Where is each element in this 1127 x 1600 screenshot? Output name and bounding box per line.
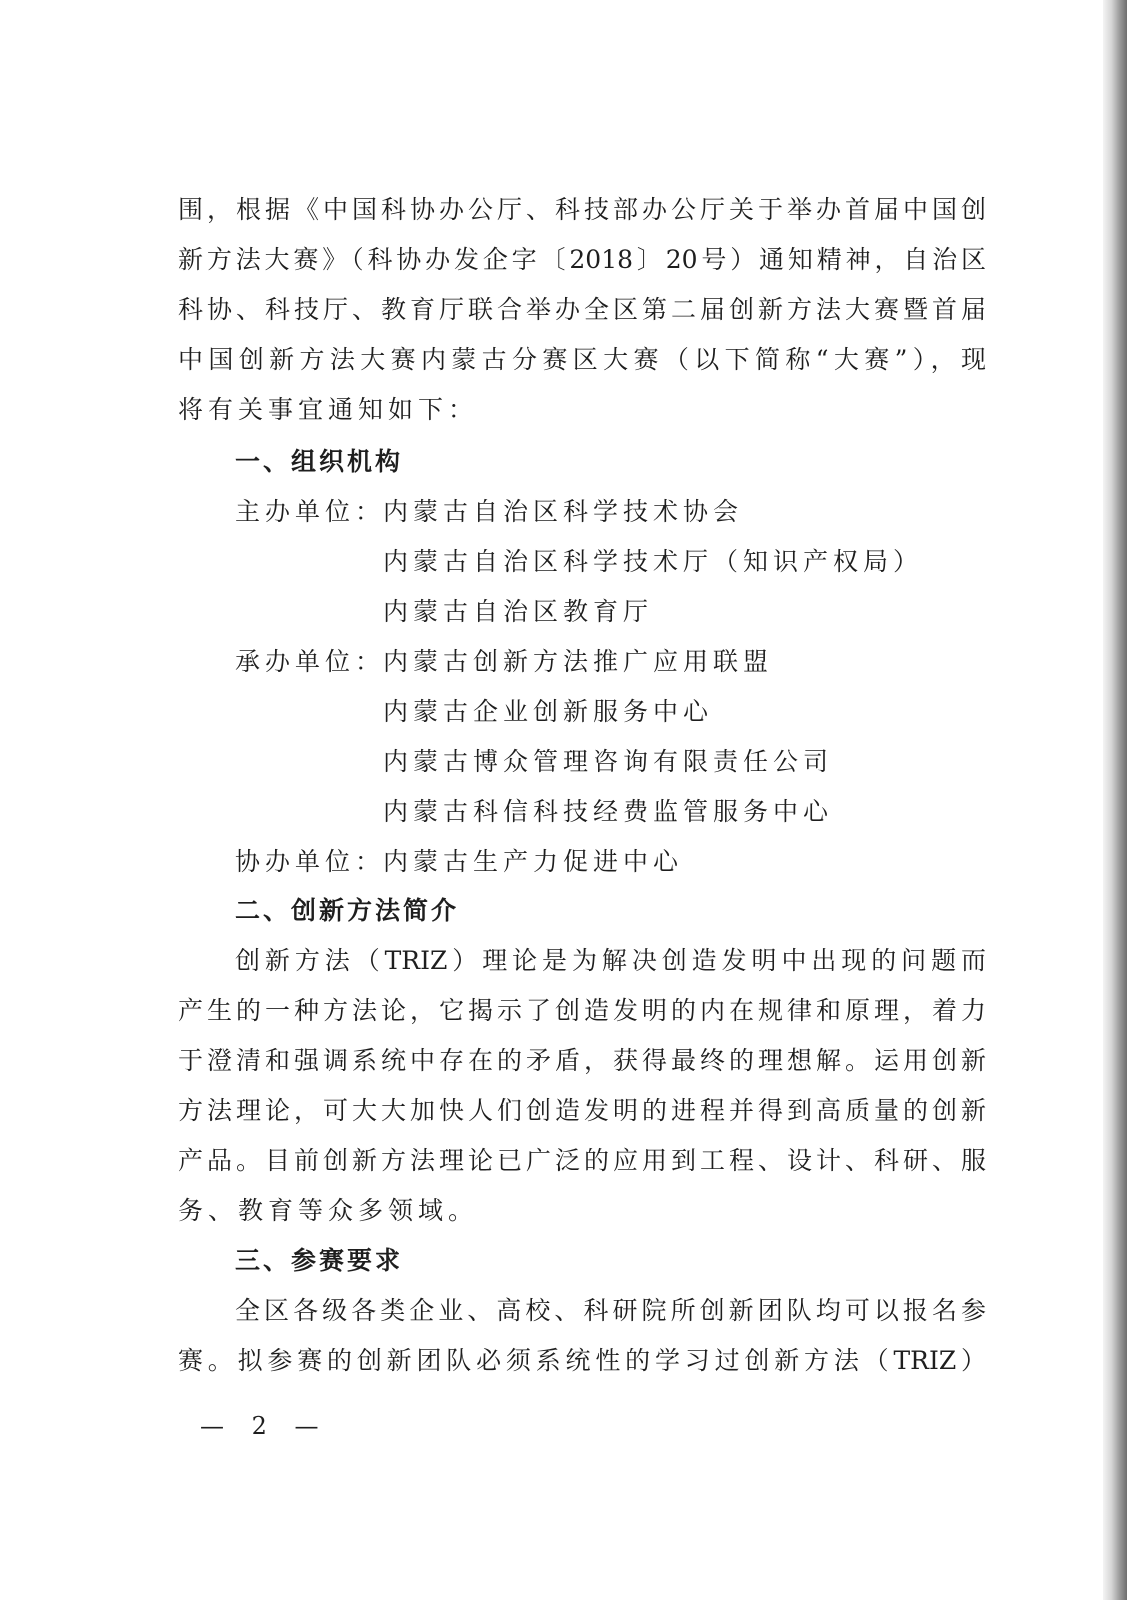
paragraph-line: 产生的一种方法论，它揭示了创造发明的内在规律和原理，着力: [178, 996, 986, 1025]
paragraph-line: 将有关事宜通知如下：: [178, 395, 479, 424]
paragraph-line: 创新方法（TRIZ）理论是为解决创造发明中出现的问题而: [235, 946, 986, 975]
section-heading-requirements: 三、参赛要求: [235, 1246, 404, 1275]
paragraph-line: 新方法大赛》（科协办发企字〔2018〕20号）通知精神，自治区: [178, 245, 986, 274]
paragraph-line: 于澄清和强调系统中存在的矛盾，获得最终的理想解。运用创新: [178, 1046, 986, 1075]
page-number: — 2 —: [200, 1412, 329, 1440]
paragraph-line: 围，根据《中国科协办公厅、科技部办公厅关于举办首届中国创: [178, 195, 986, 224]
organizer-name: 内蒙古企业创新服务中心: [383, 697, 714, 726]
organizer-name: 内蒙古创新方法推广应用联盟: [383, 647, 774, 676]
paragraph-line: 方法理论，可大大加快人们创造发明的进程并得到高质量的创新: [178, 1096, 986, 1125]
coorganizer-label: 协办单位：: [235, 847, 386, 876]
paragraph-line: 全区各级各类企业、高校、科研院所创新团队均可以报名参: [235, 1296, 986, 1325]
sponsor-name: 内蒙古自治区科学技术协会: [383, 497, 744, 526]
sponsor-name: 内蒙古自治区科学技术厅（知识产权局）: [383, 547, 924, 576]
section-heading-organization: 一、组织机构: [235, 447, 404, 476]
paragraph-line: 务、教育等众多领域。: [178, 1196, 479, 1225]
organizer-label: 承办单位：: [235, 647, 386, 676]
paragraph-line: 科协、科技厅、教育厅联合举办全区第二届创新方法大赛暨首届: [178, 295, 986, 324]
section-heading-method-intro: 二、创新方法简介: [235, 896, 460, 925]
paragraph-line: 中国创新方法大赛内蒙古分赛区大赛（以下简称“大赛”），现: [178, 345, 986, 374]
organizer-name: 内蒙古博众管理咨询有限责任公司: [383, 747, 834, 776]
coorganizer-name: 内蒙古生产力促进中心: [383, 847, 684, 876]
organizer-name: 内蒙古科信科技经费监管服务中心: [383, 797, 834, 826]
paragraph-line: 赛。拟参赛的创新团队必须系统性的学习过创新方法（TRIZ）: [178, 1346, 986, 1375]
paragraph-line: 产品。目前创新方法理论已广泛的应用到工程、设计、科研、服: [178, 1146, 986, 1175]
sponsor-name: 内蒙古自治区教育厅: [383, 597, 654, 626]
sponsor-label: 主办单位：: [235, 497, 386, 526]
